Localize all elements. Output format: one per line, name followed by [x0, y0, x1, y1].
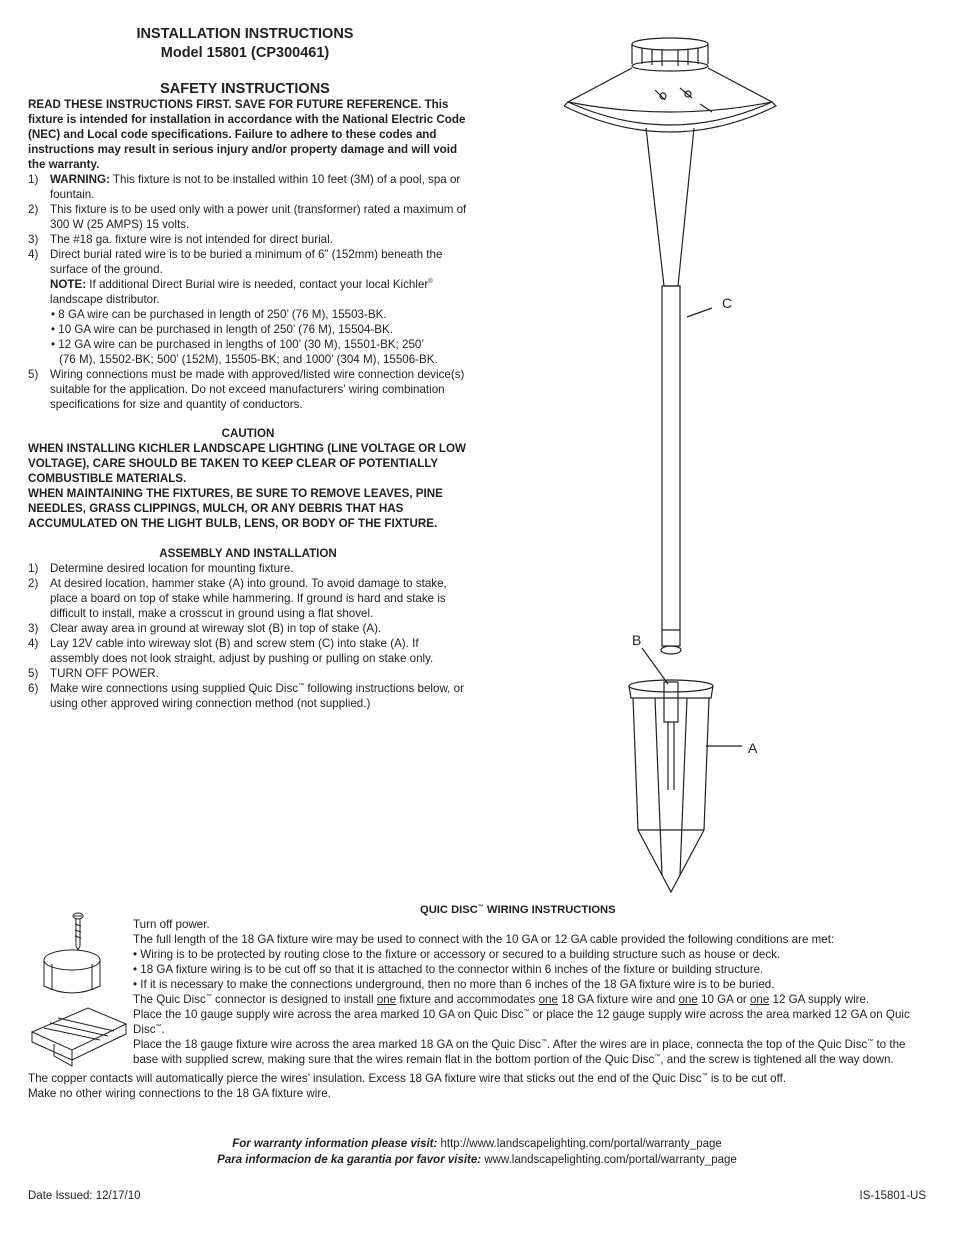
- quic-disc-title: QUIC DISC™ WIRING INSTRUCTIONS: [420, 904, 616, 916]
- document-header: [30, 25, 460, 63]
- assembly-step-4: 4) Lay 12V cable into wireway slot (B) and screw stem (C) into stake (A). If assembly does not look straight, adjust by pushing or pulling on stake only.: [28, 637, 434, 665]
- label-a: A: [748, 740, 758, 756]
- safety-title: SAFETY INSTRUCTIONS: [160, 81, 330, 97]
- quic-disc-diagram: [28, 908, 128, 1070]
- safety-item-5: 5) Wiring connections must be made with approved/listed wire connection device(s) suitable for the application. Do not exceed manufacturers’ wiring combination specifications for size and quantity of conductors.: [28, 368, 465, 411]
- wire-bullet-3b: (76 M), 15502-BK; 500’ (152M), 15505-BK; and 1000’ (304 M), 15506-BK.: [59, 353, 438, 366]
- fixture-stake: [629, 680, 713, 892]
- quic-line-1: Turn off power.: [133, 918, 210, 931]
- safety-note: NOTE: If additional Direct Burial wire is needed, contact your local Kichler® landscape distributor.: [50, 278, 433, 306]
- caution-paragraph-2: WHEN MAINTAINING THE FIXTURES, BE SURE TO REMOVE LEAVES, PINE NEEDLES, GRASS CLIPPINGS, MULCH, OR ANY DEBRIS THAT HAS ACCUMULATED ON THE LIGHT BULB, LENS, OR BODY OF THE FIXTURE.: [28, 487, 443, 530]
- assembly-step-2: 2) At desired location, hammer stake (A) into ground. To avoid damage to stake, place a board on top of stake while hammering. If ground is hard and stake is difficult to install, make a crosscut in ground using a flat shovel.: [28, 577, 447, 620]
- quic-disc-instructions: [133, 917, 933, 1067]
- caution-paragraph-1: WHEN INSTALLING KICHLER LANDSCAPE LIGHTING (LINE VOLTAGE OR LOW VOLTAGE), CARE SHOULD BE TAKEN TO KEEP CLEAR OF POTENTIALLY COMBUSTIBLE MATERIALS.: [28, 442, 466, 485]
- model-number: Model 15801 (CP300461): [160, 45, 330, 61]
- fixture-cone: [646, 128, 694, 286]
- assembly-title: ASSEMBLY AND INSTALLATION: [159, 547, 337, 560]
- safety-item-2: 2) This fixture is to be used only with a power unit (transformer) rated a maximum of 300 W (25 AMPS) 15 volts.: [28, 203, 467, 231]
- quic-line-6: The Quic Disc™ connector is designed to install one fixture and accommodates one 18 GA fixture wire and one 10 GA or one 12 GA supply wire.: [133, 993, 870, 1006]
- quic-bullet-2: • 18 GA fixture wiring is to be cut off so that it is attached to the connector within 6 inches of the fixture or building structure.: [133, 963, 764, 976]
- caution-title: CAUTION: [221, 427, 275, 440]
- fixture-diagram: [560, 30, 790, 900]
- warranty-url-en[interactable]: http://www.landscapelighting.com/portal/warranty_page: [437, 1138, 722, 1150]
- fixture-top-cap: [632, 38, 708, 71]
- quic-line-7: Place the 10 gauge supply wire across the area marked 10 GA on Quic Disc™ or place the 12 gauge supply wire across the area marked 12 GA on Quic Disc™.: [133, 1008, 910, 1036]
- assembly-step-6: 6) Make wire connections using supplied Quic Disc™ following instructions below, or using other approved wiring connection method (not supplied.): [28, 682, 464, 710]
- safety-section: [28, 97, 468, 711]
- warranty-spanish: Para informacion de ka garantia por favor visite: www.landscapelighting.com/portal/warranty_page: [217, 1154, 737, 1166]
- date-issued: Date Issued: 12/17/10: [28, 1190, 141, 1202]
- label-c: C: [722, 295, 733, 311]
- warranty-info: [0, 1136, 954, 1168]
- quic-disc-cap: [44, 950, 100, 993]
- document-id: IS-15801-US: [859, 1190, 926, 1202]
- warranty-url-es[interactable]: www.landscapelighting.com/portal/warranty_page: [481, 1154, 737, 1166]
- safety-item-4: 4) Direct burial rated wire is to be buried a minimum of 6” (152mm) beneath the surface of the ground.: [28, 248, 443, 276]
- intro-text: READ THESE INSTRUCTIONS FIRST. SAVE FOR FUTURE REFERENCE. This fixture is intended for installation in accordance with the National Electric Code (NEC) and Local code specifications. Failure to adhere to these codes and instructions may result in serious injury and/or property damage and will void the warranty.: [28, 98, 466, 171]
- assembly-step-1: 1) Determine desired location for mounting fixture.: [28, 562, 294, 575]
- quic-line-10: Make no other wiring connections to the 18 GA fixture wire.: [28, 1087, 331, 1100]
- quic-bullet-3: • If it is necessary to make the connections underground, then no more than 6 inches of the 18 GA fixture wire is to be buried.: [133, 978, 775, 991]
- wire-bullet-3a: • 12 GA wire can be purchased in lengths of 100’ (30 M), 15501-BK; 250’: [51, 338, 424, 351]
- wire-bullet-1: • 8 GA wire can be purchased in length of 250’ (76 M), 15503-BK.: [51, 308, 387, 321]
- quic-line-9: The copper contacts will automatically pierce the wires’ insulation. Excess 18 GA fixture wire that sticks out the end of the Quic Disc™ is to be cut off.: [28, 1072, 787, 1085]
- screw-icon: [73, 913, 83, 950]
- leader-line-c: [687, 308, 712, 317]
- quic-line-2: The full length of the 18 GA fixture wire may be used to connect with the 10 GA or 12 GA cable provided the following conditions are met:: [133, 933, 835, 946]
- quic-line-8: Place the 18 gauge fixture wire across the area marked 18 GA on the Quic Disc™. After the wires are in place, connecta the top of the Quic Disc™ to the base with supplied screw, making sure that the wires remain flat in the bottom portion of the Quic Disc™, and the screw is tightened all the way down.: [133, 1038, 906, 1066]
- quic-disc-base: [32, 1008, 126, 1066]
- quic-disc-closing: [28, 1071, 928, 1101]
- safety-item-1: 1) WARNING: This fixture is not to be installed within 10 feet (3M) of a pool, spa or fountain.: [28, 173, 461, 201]
- assembly-step-3: 3) Clear away area in ground at wireway slot (B) in top of stake (A).: [28, 622, 382, 635]
- warranty-english: For warranty information please visit: http://www.landscapelighting.com/portal/warranty_page: [232, 1138, 722, 1150]
- fixture-stem: [661, 286, 681, 654]
- fixture-shade: [564, 68, 776, 132]
- quic-bullet-1: • Wiring is to be protected by routing close to the fixture or accessory or secured to a building structure such as house or deck.: [133, 948, 781, 961]
- wire-bullet-2: • 10 GA wire can be purchased in length of 250’ (76 M), 15504-BK.: [51, 323, 393, 336]
- label-b: B: [632, 632, 642, 648]
- document-title: INSTALLATION INSTRUCTIONS: [136, 26, 354, 42]
- assembly-step-5: 5) TURN OFF POWER.: [28, 667, 159, 680]
- safety-item-3: 3) The #18 ga. fixture wire is not intended for direct burial.: [28, 233, 333, 246]
